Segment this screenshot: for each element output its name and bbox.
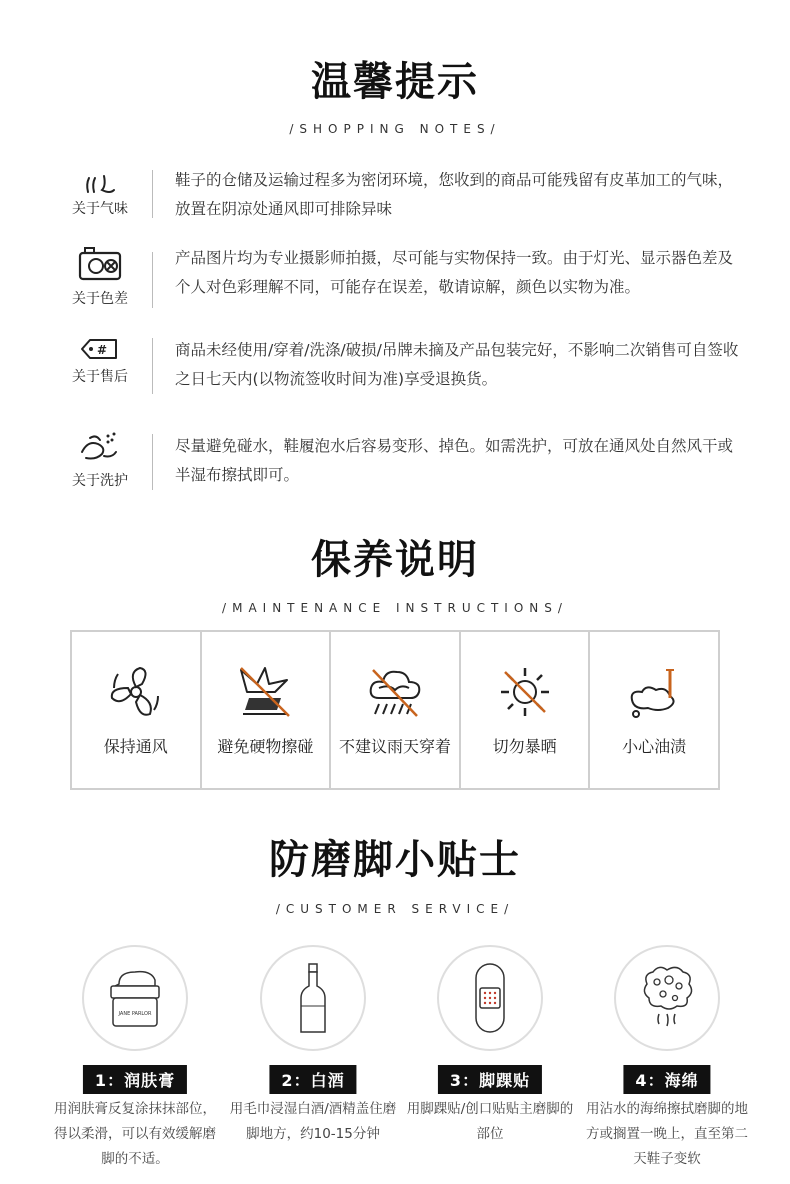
maintenance-item [461,632,591,788]
tip-badge: 2：白酒 [269,1065,356,1094]
tips-title: 防磨脚小贴士 [269,837,521,883]
bottle-icon [283,962,343,1034]
tip-circle [614,945,720,1051]
sponge-icon [637,962,697,1034]
divider [152,170,153,218]
tip-circle [260,945,366,1051]
notes-title: 温馨提示 [311,59,479,105]
maintenance-label: 切勿暴晒 [492,737,557,756]
note-label: 关于洗护 [72,473,128,489]
maintenance-label: 小心油渍 [622,737,687,756]
tip-text: 用脚踝贴/创口贴贴主磨脚的部位 [406,1101,574,1142]
note-label: 关于售后 [72,369,128,385]
tip-badge: 3：脚踝贴 [438,1065,542,1094]
note-text: 产品图片均为专业摄影师拍摄，尽可能与实物保持一致。由于灯光、显示器色差及个人对色彩理解不同，可能存在误差，敬请谅解，颜色以实物为准。 [175,249,734,296]
notes-subtitle: /SHOPPING NOTES/ [289,122,501,136]
maintenance-label: 避免硬物擦碰 [217,737,314,756]
maintenance-item [72,632,202,788]
maintenance-item [202,632,332,788]
camera-icon [60,246,140,286]
maintenance-label: 不建议雨天穿着 [338,737,451,756]
bandage-icon [460,962,520,1034]
maintenance-subtitle: /MAINTENANCE INSTRUCTIONS/ [222,601,568,615]
svg-text:#: # [97,343,108,357]
jar-label: JANE PARLOR [118,1011,152,1017]
cream-jar-icon [105,962,165,1034]
tip-text: 用润肤膏反复涂抹抹部位，得以柔滑，可以有效缓解磨脚的不适。 [54,1101,216,1167]
tip-circle [82,945,188,1051]
no-rain-icon [365,662,425,722]
divider [152,338,153,394]
maintenance-item [331,632,461,788]
note-label: 关于色差 [72,291,128,307]
no-sun-icon [495,662,555,722]
divider [152,434,153,490]
maintenance-label: 保持通风 [103,737,168,756]
oil-stain-icon [624,662,684,722]
tip-circle [437,945,543,1051]
maintenance-grid [70,630,720,790]
wash-hand-icon [60,430,140,470]
tip-text: 用沾水的海绵擦拭磨脚的地方或搁置一晚上，直至第二天鞋子变软 [586,1101,748,1167]
tip-badge: 1：润肤膏 [83,1065,187,1094]
fan-icon [106,662,166,722]
tip-text: 用毛巾浸湿白酒/酒精盖住磨脚地方，约10-15分钟 [229,1101,397,1142]
tip-badge: 4：海绵 [623,1065,710,1094]
note-text: 尽量避免碰水，鞋履泡水后容易变形、掉色。如需洗护，可放在通风处自然风干或半湿布擦拭即可。 [175,437,734,484]
note-text: 鞋子的仓储及运输过程多为密闭环境，您收到的商品可能残留有皮革加工的气味，放置在阴凉处通风即可排除异味 [175,171,734,218]
maintenance-title: 保养说明 [311,537,479,583]
tips-subtitle: /CUSTOMER SERVICE/ [275,902,515,916]
note-label: 关于气味 [72,201,128,217]
maintenance-item [590,632,718,788]
divider [152,252,153,308]
note-text: 商品未经使用/穿着/洗涤/破损/吊牌未摘及产品包装完好，不影响二次销售可自签收之日七天内(以物流签收时间为准)享受退换货。 [175,341,739,388]
no-hard-object-icon [235,662,295,722]
